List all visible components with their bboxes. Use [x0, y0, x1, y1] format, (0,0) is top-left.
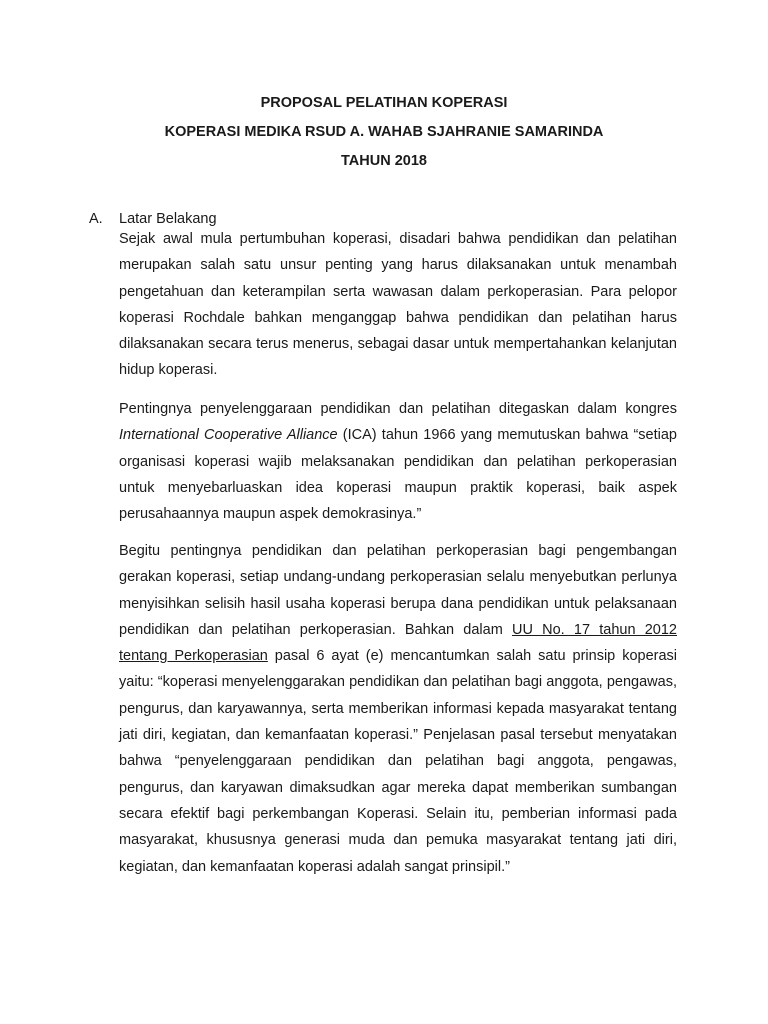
law-reference-link[interactable]: UU No. 17 tahun 2012 tentang Perkoperasian — [119, 621, 677, 665]
paragraph-2-text-start: Pentingnya penyelenggaraan pendidikan dan pelatihan ditegaskan dalam kongres — [119, 401, 677, 417]
section-heading-text: Latar Belakang — [119, 211, 217, 227]
document-title-line-1: PROPOSAL PELATIHAN KOPERASI — [260, 95, 508, 111]
section-letter: A. — [89, 211, 103, 227]
paragraph-2-italic-term: International Cooperative Alliance — [119, 427, 338, 444]
paragraph-1: Sejak awal mula pertumbuhan koperasi, disadari bahwa pendidikan dan pelatihan merupakan salah satu unsur penting yang harus dilaksanakan untuk menambah pengetahuan dan keterampilan serta wawasan dalam perkoperasian. Para pelopor koperasi Rochdale bahkan menganggap bahwa pendidikan dan pelatihan harus dilaksanakan secara terus menerus, sebagai dasar untuk mempertahankan kelanjutan hidup koperasi. — [119, 231, 677, 379]
paragraph-3 — [119, 538, 677, 880]
document-title-line-2: KOPERASI MEDIKA RSUD A. WAHAB SJAHRANIE SAMARINDA — [164, 124, 604, 140]
paragraph-2 — [119, 396, 677, 527]
paragraph-3-text-start: Begitu pentingnya pendidikan dan pelatihan perkoperasian bagi pengembangan gerakan koperasi, setiap undang-undang perkoperasian selalu menyebutkan perlunya menyisihkan selisih hasil usaha koperasi berupa dana pendidikan untuk pelaksanaan pendidikan dan pelatihan perkoperasian. Bahkan dalam — [119, 543, 677, 638]
document-title-line-3: TAHUN 2018 — [341, 153, 427, 169]
paragraph-3-text-end: pasal 6 ayat (e) mencantumkan salah satu prinsip koperasi yaitu: “koperasi menyelenggarakan pendidikan dan pelatihan bagi anggota, pengawas, pengurus, dan karyawannya, serta memberikan informasi kepada masyarakat tentang jati diri, kegiatan, dan kemanfaatan koperasi.” Penjelasan pasal tersebut menyatakan bahwa “penyelenggaraan pendidikan dan pelatihan bagi anggota, pengawas, pengurus, dan karyawan dimaksudkan agar mereka dapat memberikan sumbangan secara efektif bagi perkembangan Koperasi. Selain itu, pemberian informasi pada masyarakat, khususnya generasi muda dan pemuka masyarakat tentang jati diri, kegiatan, dan kemanfaatan koperasi adalah sangat prinsipil.” — [119, 648, 678, 875]
paragraph-2-text-end: (ICA) tahun 1966 yang memutuskan bahwa “setiap organisasi koperasi wajib melaksanakan pendidikan dan pelatihan perkoperasian untuk menyebarluaskan idea koperasi maupun praktik koperasi, baik aspek perusahaannya maupun aspek demokrasinya.” — [119, 427, 677, 523]
